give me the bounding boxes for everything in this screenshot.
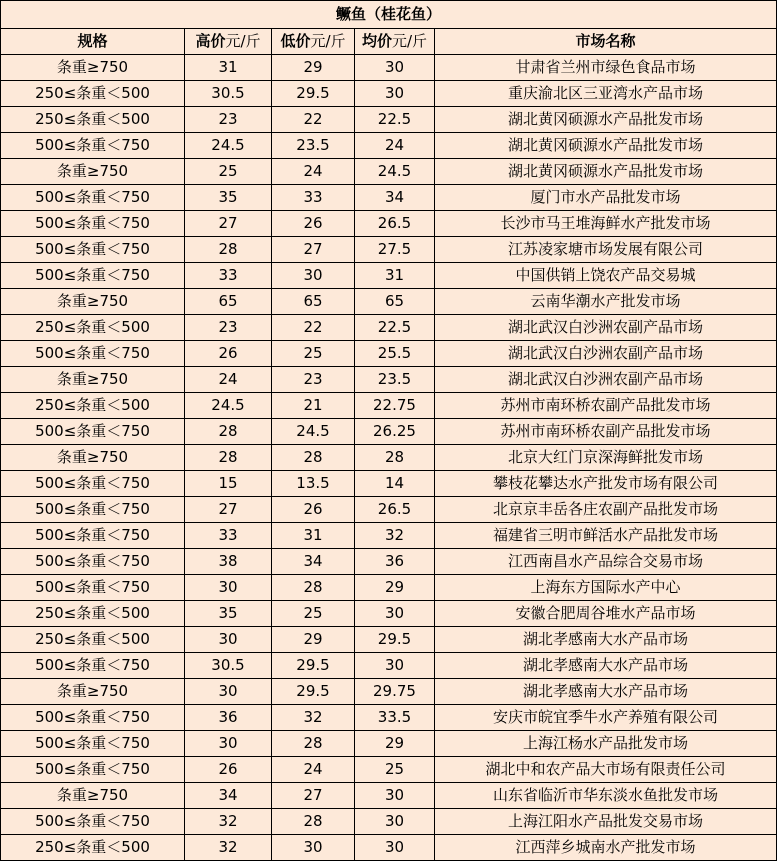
cell-low-price: 27 bbox=[272, 237, 355, 263]
cell-avg-price: 30 bbox=[355, 55, 435, 81]
header-avg-unit: 元/斤 bbox=[391, 32, 428, 50]
table-row bbox=[1, 367, 777, 393]
table-row bbox=[1, 497, 777, 523]
cell-high-price: 30.5 bbox=[185, 653, 272, 679]
cell-market: 上海东方国际水产中心 bbox=[435, 575, 777, 601]
cell-low-price: 28 bbox=[272, 575, 355, 601]
cell-high-price: 65 bbox=[185, 289, 272, 315]
table-row bbox=[1, 601, 777, 627]
cell-low-price: 29.5 bbox=[272, 679, 355, 705]
cell-low-price: 24 bbox=[272, 757, 355, 783]
cell-spec: 250≤条重＜500 bbox=[1, 315, 185, 341]
cell-spec: 250≤条重＜500 bbox=[1, 601, 185, 627]
cell-avg-price: 28 bbox=[355, 445, 435, 471]
cell-spec: 500≤条重＜750 bbox=[1, 133, 185, 159]
cell-market: 江西萍乡城南水产批发市场 bbox=[435, 835, 777, 861]
cell-market: 湖北黄冈硕源水产品批发市场 bbox=[435, 107, 777, 133]
cell-low-price: 29 bbox=[272, 55, 355, 81]
cell-market: 厦门市水产品批发市场 bbox=[435, 185, 777, 211]
cell-spec: 500≤条重＜750 bbox=[1, 185, 185, 211]
cell-high-price: 26 bbox=[185, 757, 272, 783]
table-row bbox=[1, 419, 777, 445]
cell-spec: 条重≥750 bbox=[1, 679, 185, 705]
cell-spec: 250≤条重＜500 bbox=[1, 107, 185, 133]
cell-avg-price: 22.5 bbox=[355, 315, 435, 341]
cell-high-price: 31 bbox=[185, 55, 272, 81]
header-avg-label: 均价 bbox=[361, 32, 392, 50]
cell-high-price: 27 bbox=[185, 211, 272, 237]
cell-high-price: 25 bbox=[185, 159, 272, 185]
cell-high-price: 28 bbox=[185, 445, 272, 471]
cell-low-price: 22 bbox=[272, 107, 355, 133]
cell-low-price: 24 bbox=[272, 159, 355, 185]
table-title: 鳜鱼（桂花鱼） bbox=[1, 1, 777, 29]
cell-market: 安庆市皖宜季牛水产养殖有限公司 bbox=[435, 705, 777, 731]
cell-low-price: 33 bbox=[272, 185, 355, 211]
table-row bbox=[1, 81, 777, 107]
cell-high-price: 30 bbox=[185, 575, 272, 601]
cell-low-price: 30 bbox=[272, 263, 355, 289]
cell-high-price: 23 bbox=[185, 107, 272, 133]
cell-high-price: 30.5 bbox=[185, 81, 272, 107]
cell-spec: 条重≥750 bbox=[1, 55, 185, 81]
cell-low-price: 24.5 bbox=[272, 419, 355, 445]
cell-high-price: 30 bbox=[185, 731, 272, 757]
cell-high-price: 27 bbox=[185, 497, 272, 523]
table-row bbox=[1, 705, 777, 731]
cell-spec: 500≤条重＜750 bbox=[1, 471, 185, 497]
header-low-unit: 元/斤 bbox=[310, 32, 346, 50]
cell-market: 上海江阳水产品批发交易市场 bbox=[435, 809, 777, 835]
cell-spec: 条重≥750 bbox=[1, 159, 185, 185]
cell-high-price: 35 bbox=[185, 601, 272, 627]
header-high-price bbox=[185, 29, 272, 55]
cell-low-price: 23.5 bbox=[272, 133, 355, 159]
cell-high-price: 24.5 bbox=[185, 393, 272, 419]
cell-high-price: 30 bbox=[185, 627, 272, 653]
cell-spec: 500≤条重＜750 bbox=[1, 419, 185, 445]
table-row bbox=[1, 653, 777, 679]
cell-spec: 500≤条重＜750 bbox=[1, 341, 185, 367]
cell-low-price: 30 bbox=[272, 835, 355, 861]
cell-low-price: 28 bbox=[272, 809, 355, 835]
cell-market: 长沙市马王堆海鲜水产批发市场 bbox=[435, 211, 777, 237]
cell-high-price: 28 bbox=[185, 237, 272, 263]
cell-avg-price: 30 bbox=[355, 783, 435, 809]
cell-avg-price: 31 bbox=[355, 263, 435, 289]
table-row bbox=[1, 627, 777, 653]
cell-high-price: 33 bbox=[185, 523, 272, 549]
cell-high-price: 38 bbox=[185, 549, 272, 575]
cell-spec: 250≤条重＜500 bbox=[1, 835, 185, 861]
cell-avg-price: 34 bbox=[355, 185, 435, 211]
cell-avg-price: 29 bbox=[355, 575, 435, 601]
cell-market: 湖北武汉白沙洲农副产品市场 bbox=[435, 367, 777, 393]
cell-market: 湖北中和农产品大市场有限责任公司 bbox=[435, 757, 777, 783]
cell-avg-price: 32 bbox=[355, 523, 435, 549]
cell-high-price: 24 bbox=[185, 367, 272, 393]
table-row bbox=[1, 549, 777, 575]
cell-avg-price: 29.75 bbox=[355, 679, 435, 705]
cell-spec: 条重≥750 bbox=[1, 783, 185, 809]
cell-avg-price: 26.25 bbox=[355, 419, 435, 445]
cell-low-price: 21 bbox=[272, 393, 355, 419]
table-row bbox=[1, 835, 777, 861]
table-row bbox=[1, 289, 777, 315]
cell-market: 湖北武汉白沙洲农副产品市场 bbox=[435, 341, 777, 367]
cell-avg-price: 30 bbox=[355, 809, 435, 835]
table-row bbox=[1, 55, 777, 81]
cell-spec: 500≤条重＜750 bbox=[1, 653, 185, 679]
header-high-label: 高价 bbox=[195, 32, 226, 50]
table-body bbox=[1, 55, 777, 861]
cell-high-price: 34 bbox=[185, 783, 272, 809]
table-row bbox=[1, 393, 777, 419]
cell-low-price: 65 bbox=[272, 289, 355, 315]
table-row bbox=[1, 185, 777, 211]
cell-high-price: 35 bbox=[185, 185, 272, 211]
table-row bbox=[1, 211, 777, 237]
cell-market: 江苏凌家塘市场发展有限公司 bbox=[435, 237, 777, 263]
header-market: 市场名称 bbox=[435, 29, 777, 55]
cell-avg-price: 30 bbox=[355, 835, 435, 861]
cell-avg-price: 22.75 bbox=[355, 393, 435, 419]
cell-low-price: 22 bbox=[272, 315, 355, 341]
table-row bbox=[1, 575, 777, 601]
cell-spec: 500≤条重＜750 bbox=[1, 237, 185, 263]
cell-spec: 500≤条重＜750 bbox=[1, 497, 185, 523]
cell-avg-price: 33.5 bbox=[355, 705, 435, 731]
cell-avg-price: 14 bbox=[355, 471, 435, 497]
table-row bbox=[1, 471, 777, 497]
cell-avg-price: 24.5 bbox=[355, 159, 435, 185]
cell-high-price: 36 bbox=[185, 705, 272, 731]
cell-spec: 500≤条重＜750 bbox=[1, 575, 185, 601]
cell-low-price: 34 bbox=[272, 549, 355, 575]
cell-high-price: 24.5 bbox=[185, 133, 272, 159]
cell-spec: 250≤条重＜500 bbox=[1, 81, 185, 107]
cell-high-price: 30 bbox=[185, 679, 272, 705]
cell-market: 北京京丰岳各庄农副产品批发市场 bbox=[435, 497, 777, 523]
table-row bbox=[1, 133, 777, 159]
cell-avg-price: 29 bbox=[355, 731, 435, 757]
cell-high-price: 32 bbox=[185, 835, 272, 861]
cell-spec: 500≤条重＜750 bbox=[1, 705, 185, 731]
cell-market: 湖北孝感南大水产品市场 bbox=[435, 679, 777, 705]
cell-spec: 条重≥750 bbox=[1, 289, 185, 315]
table-row bbox=[1, 523, 777, 549]
cell-low-price: 27 bbox=[272, 783, 355, 809]
cell-high-price: 28 bbox=[185, 419, 272, 445]
cell-high-price: 23 bbox=[185, 315, 272, 341]
cell-market: 山东省临沂市华东淡水鱼批发市场 bbox=[435, 783, 777, 809]
table-row bbox=[1, 731, 777, 757]
cell-low-price: 28 bbox=[272, 731, 355, 757]
header-spec: 规格 bbox=[1, 29, 185, 55]
cell-low-price: 25 bbox=[272, 601, 355, 627]
cell-market: 湖北黄冈硕源水产品批发市场 bbox=[435, 133, 777, 159]
cell-market: 中国供销上饶农产品交易城 bbox=[435, 263, 777, 289]
cell-market: 苏州市南环桥农副产品批发市场 bbox=[435, 393, 777, 419]
cell-spec: 500≤条重＜750 bbox=[1, 809, 185, 835]
cell-market: 北京大红门京深海鲜批发市场 bbox=[435, 445, 777, 471]
cell-market: 安徽合肥周谷堆水产品市场 bbox=[435, 601, 777, 627]
cell-avg-price: 36 bbox=[355, 549, 435, 575]
cell-low-price: 23 bbox=[272, 367, 355, 393]
table-row bbox=[1, 341, 777, 367]
cell-avg-price: 65 bbox=[355, 289, 435, 315]
header-row bbox=[1, 29, 777, 55]
header-avg-price bbox=[355, 29, 435, 55]
cell-avg-price: 25 bbox=[355, 757, 435, 783]
cell-low-price: 25 bbox=[272, 341, 355, 367]
table-row bbox=[1, 159, 777, 185]
cell-low-price: 29.5 bbox=[272, 81, 355, 107]
cell-low-price: 13.5 bbox=[272, 471, 355, 497]
header-high-unit: 元/斤 bbox=[225, 32, 261, 50]
table-row bbox=[1, 263, 777, 289]
cell-spec: 500≤条重＜750 bbox=[1, 731, 185, 757]
cell-market: 云南华潮水产批发市场 bbox=[435, 289, 777, 315]
cell-avg-price: 23.5 bbox=[355, 367, 435, 393]
cell-market: 江西南昌水产品综合交易市场 bbox=[435, 549, 777, 575]
table-row bbox=[1, 783, 777, 809]
title-row bbox=[1, 1, 777, 29]
cell-low-price: 29 bbox=[272, 627, 355, 653]
cell-avg-price: 22.5 bbox=[355, 107, 435, 133]
cell-market: 重庆渝北区三亚湾水产品市场 bbox=[435, 81, 777, 107]
cell-spec: 500≤条重＜750 bbox=[1, 549, 185, 575]
cell-spec: 250≤条重＜500 bbox=[1, 393, 185, 419]
table-row bbox=[1, 107, 777, 133]
cell-spec: 条重≥750 bbox=[1, 367, 185, 393]
cell-low-price: 28 bbox=[272, 445, 355, 471]
cell-low-price: 29.5 bbox=[272, 653, 355, 679]
cell-avg-price: 24 bbox=[355, 133, 435, 159]
cell-low-price: 26 bbox=[272, 497, 355, 523]
cell-high-price: 15 bbox=[185, 471, 272, 497]
table-row bbox=[1, 809, 777, 835]
cell-high-price: 26 bbox=[185, 341, 272, 367]
cell-avg-price: 26.5 bbox=[355, 497, 435, 523]
cell-avg-price: 27.5 bbox=[355, 237, 435, 263]
cell-market: 湖北黄冈硕源水产品批发市场 bbox=[435, 159, 777, 185]
cell-market: 湖北孝感南大水产品市场 bbox=[435, 653, 777, 679]
cell-spec: 500≤条重＜750 bbox=[1, 523, 185, 549]
cell-market: 湖北孝感南大水产品市场 bbox=[435, 627, 777, 653]
cell-market: 甘肃省兰州市绿色食品市场 bbox=[435, 55, 777, 81]
cell-low-price: 32 bbox=[272, 705, 355, 731]
header-low-price bbox=[272, 29, 355, 55]
cell-avg-price: 26.5 bbox=[355, 211, 435, 237]
table-row bbox=[1, 445, 777, 471]
cell-spec: 条重≥750 bbox=[1, 445, 185, 471]
cell-avg-price: 29.5 bbox=[355, 627, 435, 653]
cell-spec: 500≤条重＜750 bbox=[1, 263, 185, 289]
cell-market: 福建省三明市鲜活水产品批发市场 bbox=[435, 523, 777, 549]
table-row bbox=[1, 237, 777, 263]
table-row bbox=[1, 757, 777, 783]
cell-market: 攀枝花攀达水产批发市场有限公司 bbox=[435, 471, 777, 497]
cell-avg-price: 30 bbox=[355, 601, 435, 627]
cell-spec: 500≤条重＜750 bbox=[1, 211, 185, 237]
table-row bbox=[1, 315, 777, 341]
cell-avg-price: 25.5 bbox=[355, 341, 435, 367]
cell-market: 湖北武汉白沙洲农副产品市场 bbox=[435, 315, 777, 341]
cell-market: 上海江杨水产品批发市场 bbox=[435, 731, 777, 757]
cell-low-price: 26 bbox=[272, 211, 355, 237]
cell-avg-price: 30 bbox=[355, 81, 435, 107]
table-row bbox=[1, 679, 777, 705]
cell-high-price: 33 bbox=[185, 263, 272, 289]
cell-spec: 500≤条重＜750 bbox=[1, 757, 185, 783]
cell-high-price: 32 bbox=[185, 809, 272, 835]
cell-spec: 250≤条重＜500 bbox=[1, 627, 185, 653]
cell-market: 苏州市南环桥农副产品批发市场 bbox=[435, 419, 777, 445]
cell-low-price: 31 bbox=[272, 523, 355, 549]
header-low-label: 低价 bbox=[280, 32, 311, 50]
cell-avg-price: 30 bbox=[355, 653, 435, 679]
